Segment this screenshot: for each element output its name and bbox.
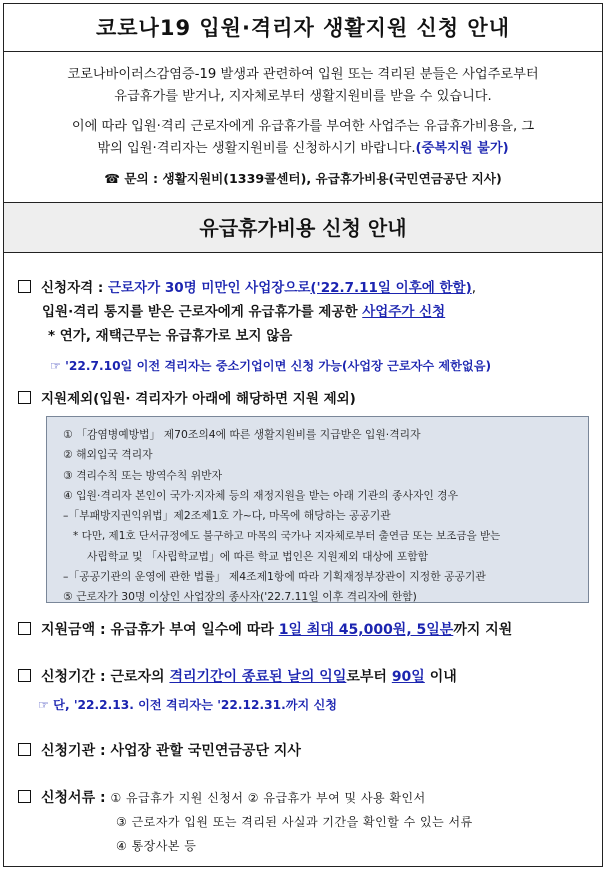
- documents-line1: ① 유급휴가 지원 신청서 ② 유급휴가 부여 및 사용 확인서: [110, 791, 426, 805]
- no-duplicate-note: (중복지원 불가): [415, 141, 509, 156]
- amount-value: 1일 최대 45,000원, 5일분: [278, 622, 454, 638]
- period-label: 신청기간 :: [41, 669, 111, 685]
- documents-item: [18, 786, 588, 858]
- period-days: 90일: [391, 669, 425, 685]
- period-start: 격리기간이 종료된 날의 익일: [169, 669, 347, 685]
- period-item: [18, 665, 588, 717]
- amount-item: [18, 618, 588, 642]
- employer-applies: 사업주가 신청: [362, 304, 446, 320]
- intro-p1-line1: 코로나바이러스감염증-19 발생과 관련하여 입원 또는 격리된 분들은 사업주로부터: [67, 67, 539, 82]
- checkbox-icon: [18, 622, 31, 635]
- eligibility-condition: 근로자가 30명 미만인 사업장으로: [107, 280, 311, 296]
- eligibility-footnote: * 연가, 재택근무는 유급휴가로 보지 않음: [48, 328, 293, 344]
- checkbox-icon: [18, 391, 31, 404]
- exclusion-item-4a: –「부패방지권익위법」제2조제1호 가~다, 마목에 해당하는 공공기관: [63, 509, 391, 523]
- checkbox-icon: [18, 790, 31, 803]
- exclusion-label: 지원제외: [41, 391, 94, 407]
- checkbox-icon: [18, 669, 31, 682]
- exclusion-item-4b: –「공공기관의 운영에 관한 법률」 제4조제1항에 따라 기획재정부장관이 지정한 공공기관: [63, 570, 486, 584]
- eligibility-note: ☞ '22.7.10일 이전 격리자는 중소기업이면 신청 가능(사업장 근로자수 제한없음): [50, 359, 492, 373]
- intro-p1-line2: 유급휴가를 받거나, 지자체로부터 생활지원비를 받을 수 있습니다.: [114, 89, 492, 104]
- intro-paragraph-1: [18, 64, 588, 108]
- intro-p2-line2: 밖의 입원·격리자는 생활지원비를 신청하시기 바랍니다.: [97, 141, 416, 156]
- notice-page: [3, 3, 603, 867]
- amount-suffix: 까지 지원: [453, 622, 513, 638]
- agency-label: 신청기관 :: [41, 743, 111, 759]
- agency-item: [18, 739, 588, 763]
- eligibility-item: [18, 276, 588, 378]
- contact-text: ☎ 문의 : 생활지원비(1339콜센터), 유급휴가비용(국민연금공단 지사): [104, 171, 502, 186]
- exclusion-item-4: ④ 입원·격리자 본인이 국가·지자체 등의 재정지원을 받는 아래 기관의 종사자인 경우: [63, 488, 459, 502]
- period-text-a: 근로자의: [110, 669, 170, 685]
- period-text-c: 로부터: [346, 669, 392, 685]
- agency-text: 사업장 관할 국민연금공단 지사: [110, 743, 301, 759]
- eligibility-date-limit: ('22.7.11일 이후에 한함): [310, 280, 472, 296]
- exclusion-list-box: [46, 416, 589, 603]
- documents-line2: ③ 근로자가 입원 또는 격리된 사실과 기간을 확인할 수 있는 서류: [116, 815, 473, 829]
- exclusion-item-1: ① 「감염병예방법」 제70조의4에 따른 생활지원비를 지급받은 입원·격리자: [63, 428, 421, 441]
- intro-paragraph-2: [18, 116, 588, 160]
- exclusion-item-4-note: * 다만, 제1호 단서규정에도 불구하고 마목의 국가나 지자체로부터 출연금 또는 보조금을 받는: [73, 530, 501, 543]
- eligibility-label: 신청자격 :: [41, 280, 108, 296]
- eligibility-comma: ,: [471, 280, 477, 296]
- exclusion-label-rest: (입원· 격리자가 아래에 해당하면 지원 제외): [93, 391, 356, 407]
- amount-label: 지원금액 :: [41, 622, 111, 638]
- intro-section: [4, 52, 602, 203]
- eligibility-line2: 입원·격리 통지를 받은 근로자에게 유급휴가를 제공한: [42, 304, 363, 320]
- exclusion-item-3: ③ 격리수칙 또는 방역수칙 위반자: [63, 468, 222, 482]
- intro-p2-line1: 이에 따라 입원·격리 근로자에게 유급휴가를 부여한 사업주는 유급휴가비용을, 그: [71, 119, 535, 134]
- amount-text: 유급휴가 부여 일수에 따라: [110, 622, 279, 638]
- period-note: ☞ 단, '22.2.13. 이전 격리자는 '22.12.31.까지 신청: [38, 698, 338, 712]
- documents-label: 신청서류 :: [41, 790, 111, 806]
- exclusion-item: [18, 387, 588, 411]
- checkbox-icon: [18, 743, 31, 756]
- exclusion-item-5: ⑤ 근로자가 30명 이상인 사업장의 종사자('22.7.11일 이후 격리자에 한함): [63, 590, 417, 604]
- checkbox-icon: [18, 280, 31, 293]
- documents-line3: ④ 통장사본 등: [116, 839, 197, 853]
- section-title: 유급휴가비용 신청 안내: [4, 203, 602, 253]
- page-title: 코로나19 입원·격리자 생활지원 신청 안내: [4, 4, 602, 52]
- period-text-e: 이내: [424, 669, 457, 685]
- contact-line: [18, 168, 588, 190]
- exclusion-item-4-note-cont: 사립학교 및 「사립학교법」에 따른 학교 법인은 지원제외 대상에 포함함: [87, 549, 429, 563]
- exclusion-item-2: ② 해외입국 격리자: [63, 448, 153, 462]
